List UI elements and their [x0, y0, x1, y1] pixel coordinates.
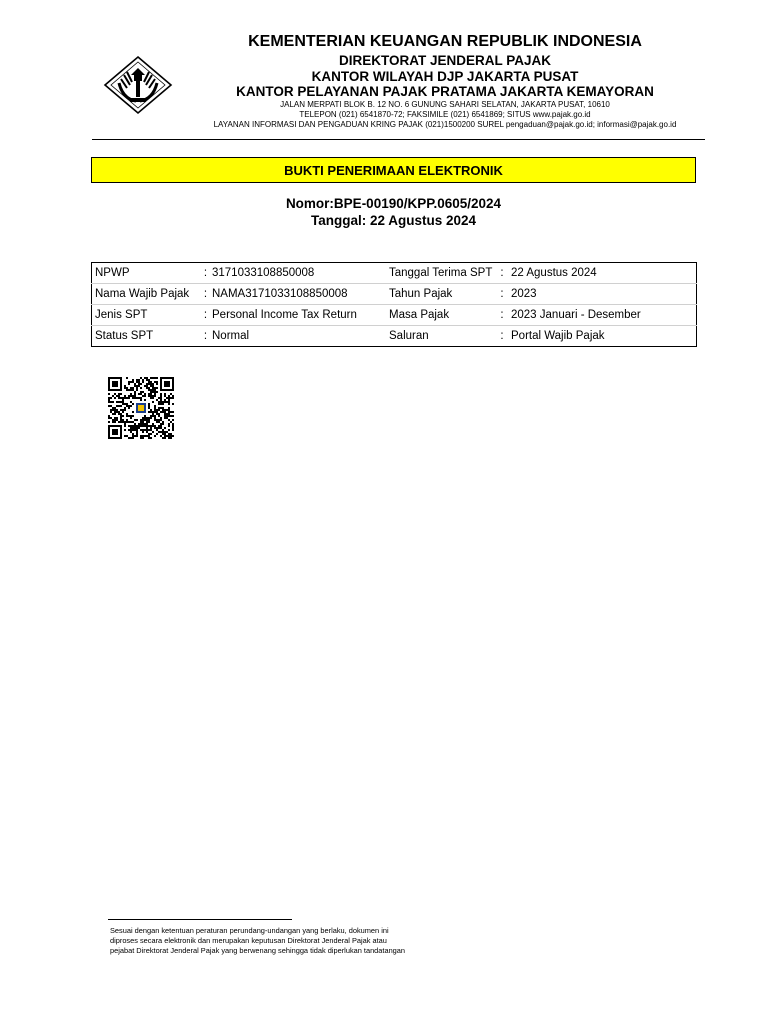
qr-code-icon — [108, 377, 174, 439]
row-label-left: Nama Wajib Pajak — [92, 284, 203, 305]
table-row — [92, 284, 697, 305]
document-number: Nomor:BPE-00190/KPP.0605/2024 — [285, 196, 502, 211]
row-separator: : — [496, 284, 508, 305]
footnote-line: pejabat Direktorat Jenderal Pajak yang berwenang sehingga tidak diperlukan tandatangan — [110, 946, 406, 955]
row-separator: : — [202, 284, 209, 305]
row-label-right: Tahun Pajak — [386, 284, 496, 305]
row-value-right: 2023 Januari - Desember — [508, 305, 697, 326]
row-label-right: Saluran — [386, 326, 496, 347]
document-banner — [91, 157, 696, 183]
footnote-line: diproses secara elektronik dan merupakan keputusan Direktorat Jenderal Pajak atau — [110, 936, 387, 945]
table-row — [92, 263, 697, 284]
row-separator: : — [202, 326, 209, 347]
row-label-left: NPWP — [95, 267, 130, 279]
row-label-left: Status SPT — [92, 326, 203, 347]
row-value-left: Normal — [209, 326, 386, 347]
row-label-right: Tanggal Terima SPT — [389, 267, 493, 279]
row-value-right: Portal Wajib Pajak — [508, 326, 697, 347]
row-label-left: Jenis SPT — [92, 305, 203, 326]
office-address: JALAN MERPATI BLOK B. 12 NO. 6 GUNUNG SAHARI SELATAN, JAKARTA PUSAT, 10610 — [280, 100, 610, 109]
row-value-left: Personal Income Tax Return — [209, 305, 386, 326]
row-separator: : — [500, 267, 504, 279]
djp-emblem-icon — [103, 55, 173, 115]
spt-info-table — [91, 262, 697, 347]
table-row — [92, 305, 697, 326]
table-row — [92, 326, 697, 347]
row-value-right: 2023 — [508, 284, 697, 305]
footnote-line: Sesuai dengan ketentuan peraturan perundang-undangan yang berlaku, dokumen ini — [110, 926, 389, 935]
header-divider — [92, 139, 705, 140]
ministry-title: KEMENTERIAN KEUANGAN REPUBLIK INDONESIA — [248, 33, 642, 50]
directorate-title: DIREKTORAT JENDERAL PAJAK — [338, 53, 552, 68]
row-separator: : — [496, 326, 508, 347]
row-value-right: 22 Agustus 2024 — [511, 267, 597, 279]
info-service-line: LAYANAN INFORMASI DAN PENGADUAN KRING PAJAK (021)1500200 SUREL pengaduan@pajak.go.id; informasi@pajak.go.id — [213, 120, 677, 129]
row-separator: : — [202, 305, 209, 326]
row-value-left: 3171033108850008 — [212, 267, 315, 279]
banner-title: BUKTI PENERIMAAN ELEKTRONIK — [284, 162, 503, 178]
row-value-left: NAMA3171033108850008 — [209, 284, 386, 305]
office-contact: TELEPON (021) 6541870-72; FAKSIMILE (021) 6541869; SITUS www.pajak.go.id — [299, 110, 591, 119]
row-separator: : — [496, 305, 508, 326]
document-date: Tanggal: 22 Agustus 2024 — [310, 213, 477, 228]
tax-office-title: KANTOR PELAYANAN PAJAK PRATAMA JAKARTA KEMAYORAN — [236, 84, 654, 99]
row-separator: : — [203, 267, 208, 279]
footnote-divider — [108, 919, 292, 920]
row-label-right: Masa Pajak — [386, 305, 496, 326]
regional-office-title: KANTOR WILAYAH DJP JAKARTA PUSAT — [311, 69, 579, 84]
